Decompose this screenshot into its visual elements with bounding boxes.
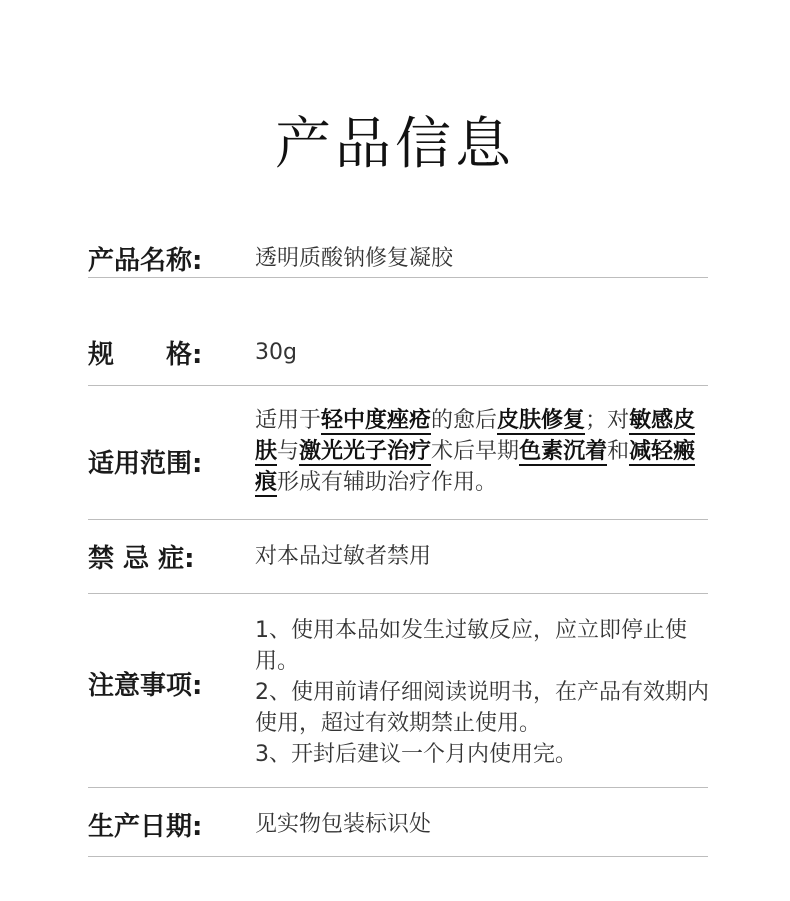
scope-highlight: 减轻瘢痕 bbox=[255, 439, 696, 495]
row-production-date bbox=[88, 806, 708, 846]
notes-list bbox=[255, 615, 710, 770]
spec-label: 规 格: bbox=[88, 340, 203, 370]
row-contraindication bbox=[88, 538, 708, 578]
production-date-value: 见实物包装标识处 bbox=[255, 812, 432, 837]
notes-label: 注意事项: bbox=[88, 671, 203, 701]
page-title: 产品信息 bbox=[275, 112, 515, 177]
scope-highlight: 皮肤修复 bbox=[497, 408, 586, 433]
spec-value: 30g bbox=[255, 340, 297, 365]
scope-text: 的愈后 bbox=[431, 408, 498, 433]
scope-highlight: 激光光子治疗 bbox=[299, 439, 432, 464]
divider bbox=[88, 856, 708, 857]
scope-highlight: 轻中度痤疮 bbox=[321, 408, 432, 433]
scope-highlight: 色素沉着 bbox=[519, 439, 608, 464]
note-item: 1、使用本品如发生过敏反应，应立即停止使用。 bbox=[255, 618, 687, 674]
scope-text: 术后早期 bbox=[431, 439, 520, 464]
scope-label: 适用范围: bbox=[88, 449, 203, 479]
divider bbox=[88, 519, 708, 520]
divider bbox=[88, 593, 708, 594]
row-spec bbox=[88, 334, 708, 374]
contraindication-value: 对本品过敏者禁用 bbox=[255, 544, 432, 569]
scope-text: 与 bbox=[277, 439, 300, 464]
scope-text: 形成有辅助治疗作用。 bbox=[277, 470, 498, 495]
divider bbox=[88, 787, 708, 788]
divider bbox=[88, 277, 708, 278]
row-notes bbox=[88, 615, 708, 775]
product-name-value: 透明质酸钠修复凝胶 bbox=[255, 246, 454, 271]
production-date-label: 生产日期: bbox=[88, 812, 203, 842]
scope-highlight: 敏感皮肤 bbox=[255, 408, 696, 464]
scope-text: 和 bbox=[607, 439, 630, 464]
divider bbox=[88, 385, 708, 386]
row-scope bbox=[88, 405, 708, 505]
scope-text: ；对 bbox=[585, 408, 630, 433]
note-item: 3、开封后建议一个月内使用完。 bbox=[255, 742, 577, 767]
note-item: 2、使用前请仔细阅读说明书，在产品有效期内使用，超过有效期禁止使用。 bbox=[255, 680, 709, 736]
scope-value bbox=[255, 405, 710, 498]
contraindication-label: 禁 忌 症: bbox=[88, 544, 195, 574]
row-product-name bbox=[88, 240, 708, 280]
product-name-label: 产品名称: bbox=[88, 246, 203, 276]
scope-text: 适用于 bbox=[255, 408, 322, 433]
